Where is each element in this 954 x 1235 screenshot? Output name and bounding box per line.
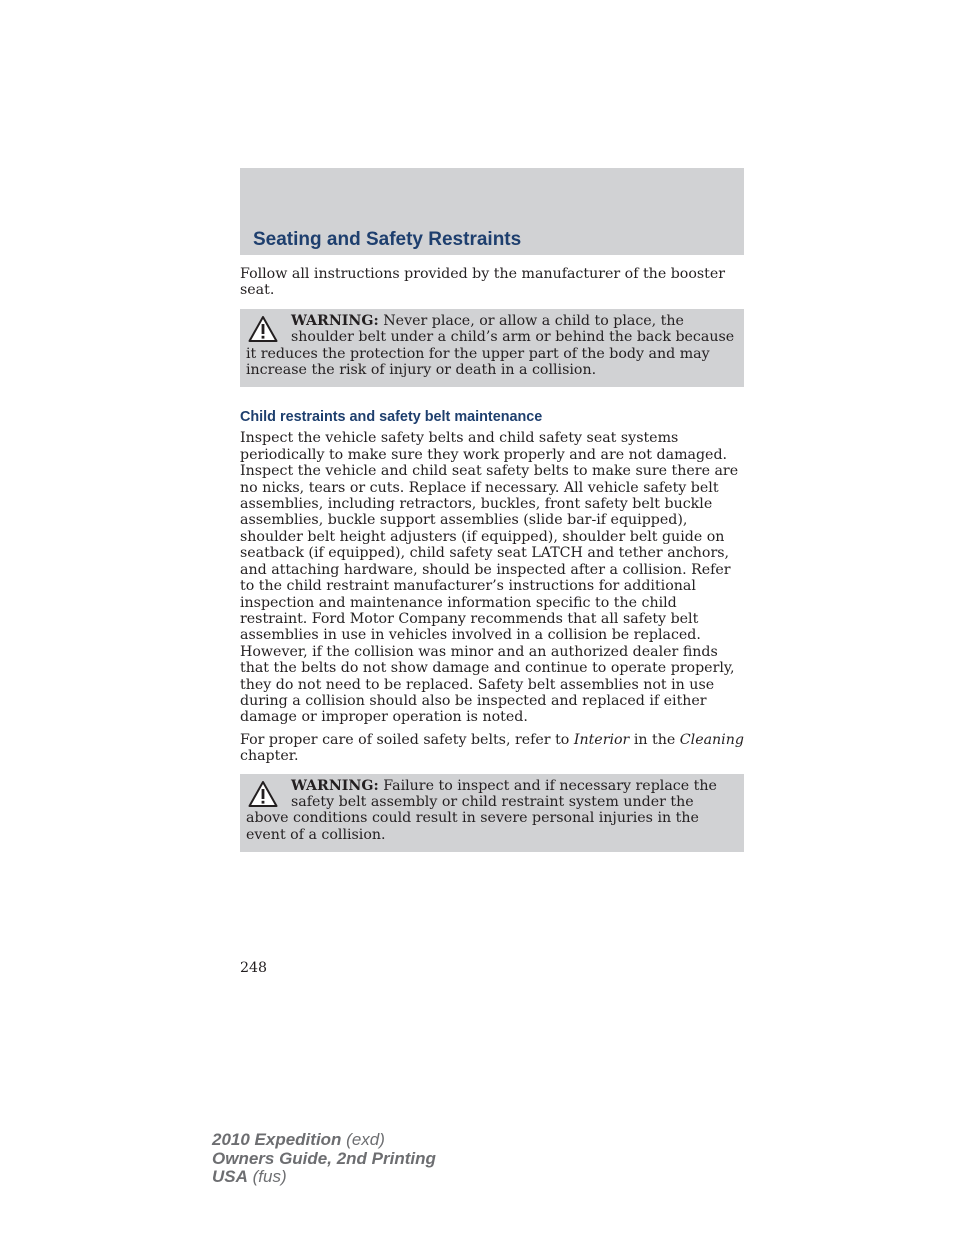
footer-model: 2010 Expedition	[212, 1130, 342, 1149]
footer-line-market	[212, 1168, 436, 1187]
care-text-prefix: For proper care of soiled safety belts, refer to	[240, 731, 574, 748]
footer-market: USA	[212, 1167, 248, 1186]
intro-paragraph: Follow all instructions provided by the manufacturer of the booster seat.	[240, 266, 726, 299]
footer-line-model	[212, 1131, 436, 1150]
warning-box-inspection	[240, 774, 744, 853]
warning-label: WARNING:	[291, 777, 379, 794]
section-title: Seating and Safety Restraints	[253, 229, 522, 250]
maintenance-paragraph: Inspect the vehicle safety belts and child safety seat systems periodically to make sure they work properly and are not damaged. Inspect the vehicle and child seat safety belts to make sure there are no nicks, tears or cuts. Replace if necessary. All vehicle safety belt assemblies, including retractors, buckles, front safety belt buckle assemblies, buckle support assemblies (slide bar-if equipped), shoulder belt height adjusters (if equipped), shoulder belt guide on seatback (if equipped), child safety seat LATCH and tether anchors, and attaching hardware, should be inspected after a collision. Refer to the child restraint manufacturer’s instructions for additional inspection and maintenance information specific to the child restraint. Ford Motor Company recommends that all safety belt assemblies in use in vehicles involved in a collision be replaced. However, if the collision was minor and an authorized dealer finds that the belts do not show damage and continue to operate properly, they do not need to be replaced. Safety belt assemblies not in use during a collision should also be inspected and replaced if either damage or improper operation is noted.	[240, 430, 739, 726]
document-footer	[212, 1131, 436, 1187]
care-paragraph	[240, 732, 744, 765]
warning-text	[246, 313, 738, 379]
warning-text	[246, 778, 738, 844]
footer-market-code: (fus)	[247, 1167, 287, 1186]
warning-body: Failure to inspect and if necessary replace the safety belt assembly or child restraint system under the above conditions could result in severe personal injuries in the event of a collision.	[246, 777, 717, 843]
page-content	[240, 266, 744, 874]
care-text-suffix: chapter.	[240, 748, 299, 765]
footer-guide: Owners Guide, 2nd Printing	[212, 1148, 436, 1168]
maintenance-heading: Child restraints and safety belt maintenance	[240, 409, 543, 426]
care-reference-interior: Interior	[573, 731, 630, 748]
footer-line-guide	[212, 1150, 436, 1169]
footer-model-code: (exd)	[341, 1130, 385, 1149]
warning-triangle-icon	[248, 780, 278, 808]
warning-label: WARNING:	[291, 312, 379, 329]
warning-box-shoulder-belt	[240, 309, 744, 388]
section-header-band	[240, 168, 744, 255]
care-reference-cleaning: Cleaning	[679, 731, 744, 748]
warning-triangle-icon	[248, 315, 278, 343]
warning-body: Never place, or allow a child to place, the shoulder belt under a child’s arm or behind the back because it reduces the protection for the upper part of the body and may increase the risk of injury or death in a collision.	[246, 312, 735, 379]
care-text-middle: in the	[629, 731, 680, 748]
page-number: 248	[240, 960, 268, 976]
